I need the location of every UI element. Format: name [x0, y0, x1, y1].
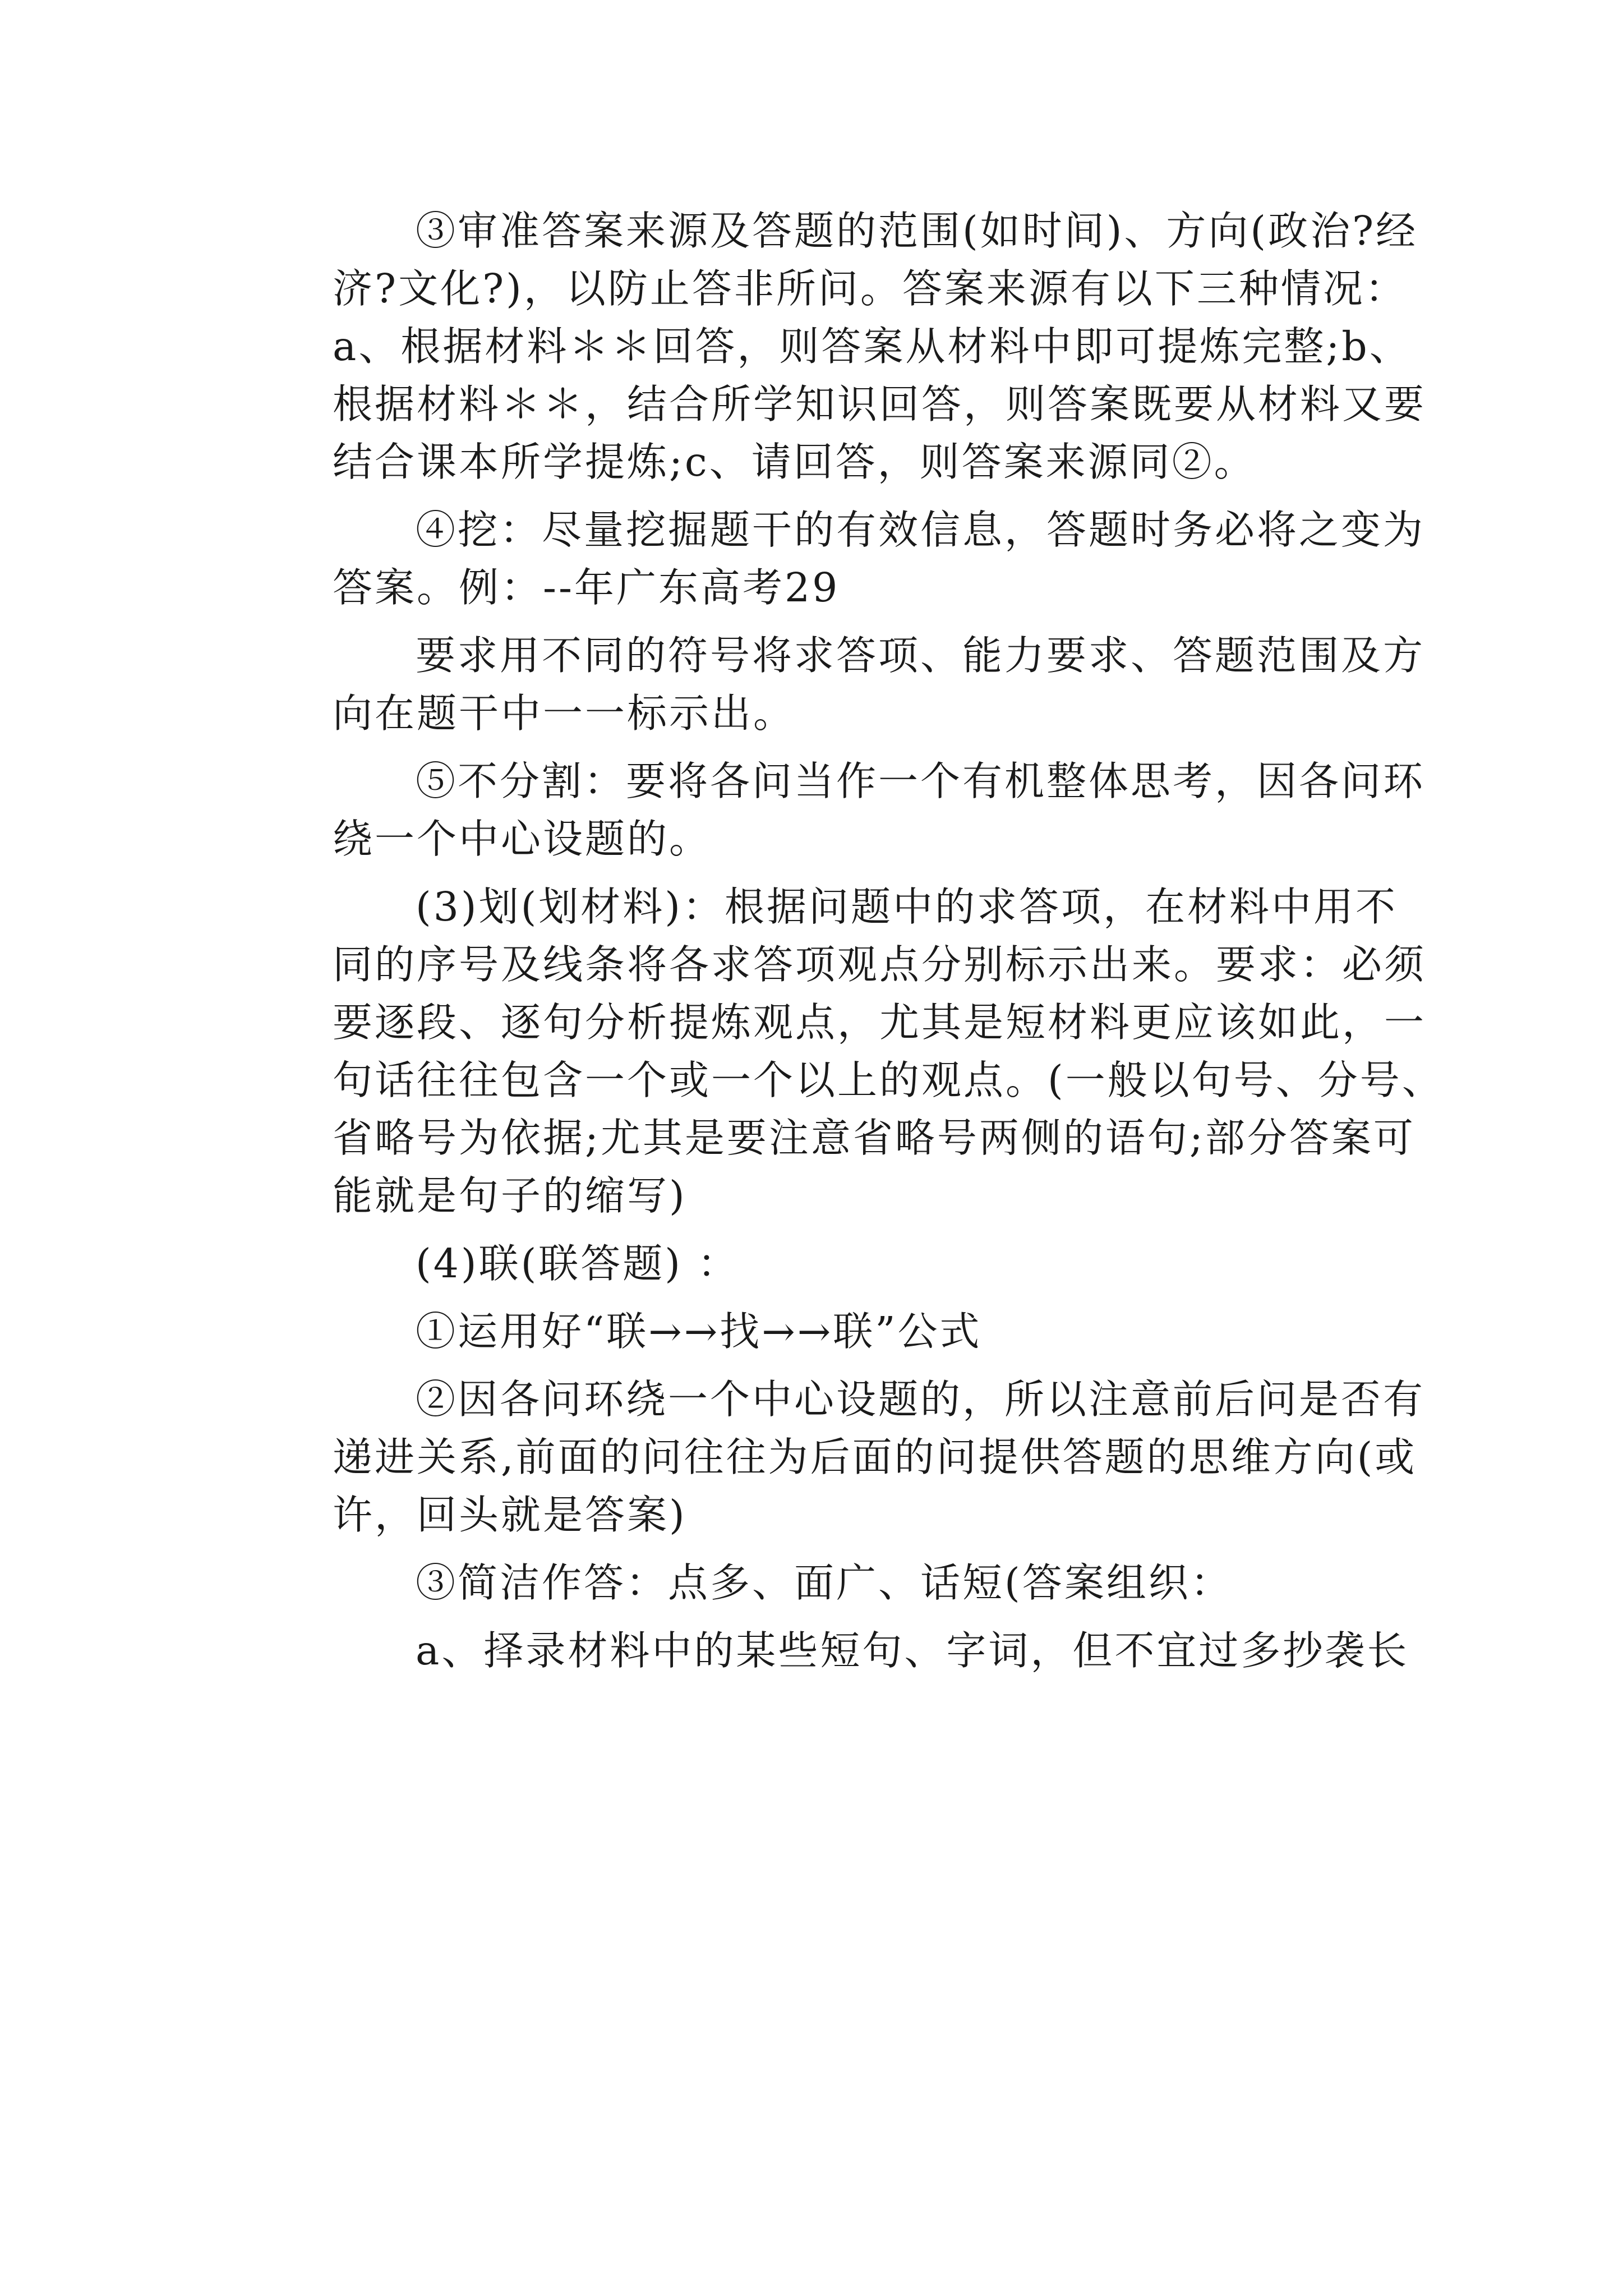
text-line: a、择录材料中的某些短句、字词，但不宜过多抄袭长 [416, 1627, 1409, 1674]
text-line: 句话往往包含一个或一个以上的观点。(一般以句号、分号、 [333, 1057, 1444, 1103]
text-line: ④挖：尽量挖掘题干的有效信息，答题时务必将之变为 [416, 507, 1426, 553]
paragraph-answer-source [250, 202, 1427, 491]
text-line: 同的序号及线条将各求答项观点分别标示出来。要求：必须 [333, 941, 1427, 988]
text-line: ③审准答案来源及答题的范围(如时间)、方向(政治?经 [416, 208, 1418, 254]
text-line: 根据材料＊＊，结合所学知识回答，则答案既要从材料又要 [333, 381, 1427, 427]
text-line: 结合课本所学提炼;c、请回答，则答案来源同②。 [333, 439, 1256, 485]
paragraph-progression [250, 1370, 1426, 1544]
paragraph-symbols [250, 627, 1426, 742]
paragraph-concise [250, 1554, 1399, 1612]
text-line: (4)联(联答题) ： [416, 1240, 740, 1287]
text-line: 要逐段、逐句分析提炼观点，尤其是短材料更应该如此，一 [333, 999, 1427, 1046]
text-line: ⑤不分割：要将各问当作一个有机整体思考，因各问环 [416, 758, 1426, 804]
text-line: a、根据材料＊＊回答，则答案从材料中即可提炼完整;b、 [333, 323, 1412, 370]
document-body [250, 202, 1444, 1690]
paragraph-no-split [250, 752, 1426, 868]
text-line: 答案。例：--年广东高考29 [333, 564, 840, 611]
text-line: 许，回头就是答案) [333, 1492, 687, 1538]
paragraph-excerpt [250, 1622, 1409, 1680]
paragraph-link-heading [250, 1235, 1399, 1292]
text-line: (3)划(划材料)：根据问题中的求答项，在材料中用不 [416, 884, 1398, 930]
paragraph-dig [250, 501, 1426, 616]
text-line: 省略号为依据;尤其是要注意省略号两侧的语句;部分答案可 [333, 1115, 1415, 1161]
paragraph-formula [250, 1303, 1399, 1360]
text-line: ②因各问环绕一个中心设题的，所以注意前后问是否有 [416, 1376, 1426, 1423]
text-line: 能就是句子的缩写) [333, 1172, 687, 1219]
text-line: 济?文化?)，以防止答非所问。答案来源有以下三种情况： [333, 265, 1407, 312]
text-line: ①运用好“联→→找→→联”公式 [416, 1308, 982, 1355]
text-line: 向在题干中一一标示出。 [333, 690, 796, 737]
text-line: 递进关系,前面的问往往为后面的问提供答题的思维方向(或 [333, 1434, 1417, 1480]
text-line: 绕一个中心设题的。 [333, 816, 712, 862]
text-line: ③简洁作答：点多、面广、话短(答案组织： [416, 1559, 1233, 1606]
paragraph-mark-material [250, 878, 1444, 1225]
text-line: 要求用不同的符号将求答项、能力要求、答题范围及方 [416, 632, 1426, 679]
